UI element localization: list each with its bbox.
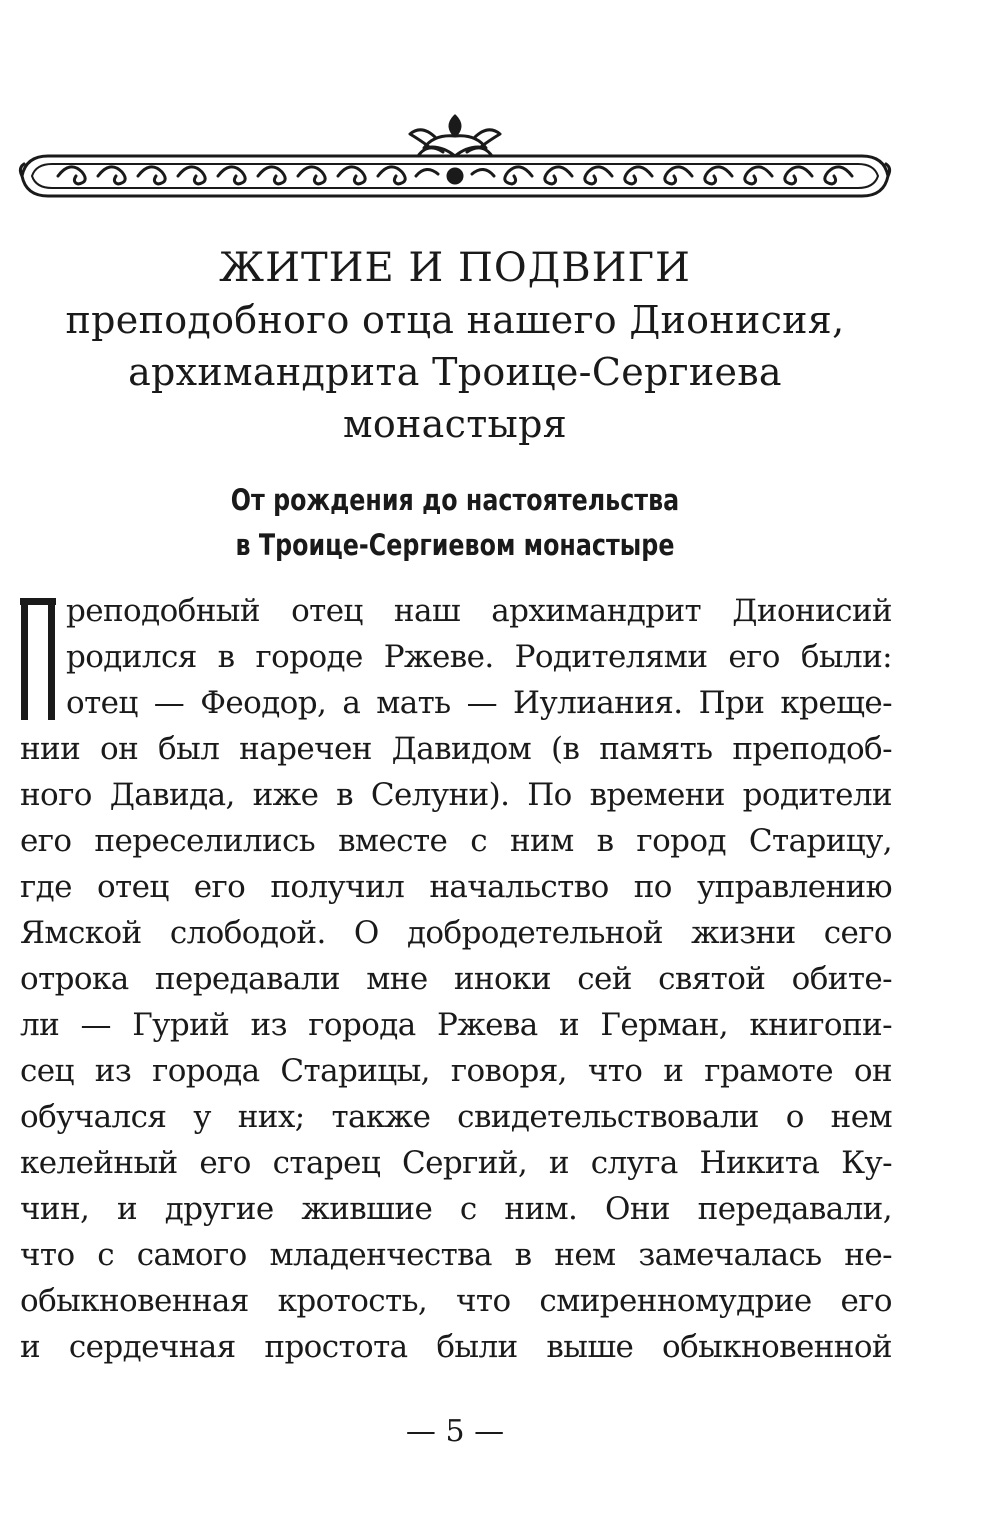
subtitle-line: в Троице-Сергиевом монастыре [235, 528, 675, 562]
title-line: архимандрита Троице-Сергиева [128, 350, 782, 394]
section-subtitle [82, 478, 828, 568]
text-line: чин, и другие жившие с ним. Они передавали, [20, 1191, 892, 1227]
subtitle-line: От рождения до настоятельства [230, 483, 680, 517]
title-main: ЖИТИЕ И ПОДВИГИ [219, 245, 691, 291]
text-line: родился в городе Ржеве. Родителями его были: [66, 639, 892, 675]
title-line: монастыря [343, 402, 567, 446]
text-line: что с самого младенчества в нем замечалась не- [20, 1237, 892, 1273]
page-title [0, 242, 910, 450]
text-line: сец из города Старицы, говоря, что и грамоте он [20, 1053, 892, 1089]
body-text [20, 588, 892, 1370]
text-line: отец — Феодор, а мать — Иулиания. При креще- [66, 685, 892, 721]
text-line: нии он был наречен Давидом (в память преподоб- [20, 731, 892, 767]
text-line: где отец его получил начальство по управлению [20, 869, 892, 905]
text-line: ли — Гурий из города Ржева и Герман, книгопи- [20, 1007, 892, 1043]
text-line: обучался у них; также свидетельствовали о нем [20, 1099, 892, 1135]
text-line: и сердечная простота были выше обыкновенной [20, 1329, 892, 1365]
text-line: его переселились вместе с ним в город Старицу, [20, 823, 892, 859]
text-line: отрока передавали мне иноки сей святой обите- [20, 961, 892, 997]
text-line: реподобный отец наш архимандрит Дионисий [66, 593, 892, 629]
page-number: — 5 — [405, 1414, 505, 1449]
text-line: обыкновенная кротость, что смиренномудрие его [20, 1283, 892, 1319]
title-line: преподобного отца нашего Дионисия, [65, 298, 845, 342]
text-line: ного Давида, иже в Селуни). По времени родители [20, 777, 892, 813]
text-line: Ямской слободой. О добродетельной жизни сего [20, 915, 892, 951]
text-line: келейный его старец Сергий, и слуга Никита Ку- [20, 1145, 892, 1181]
ornamental-border-icon [18, 112, 892, 204]
